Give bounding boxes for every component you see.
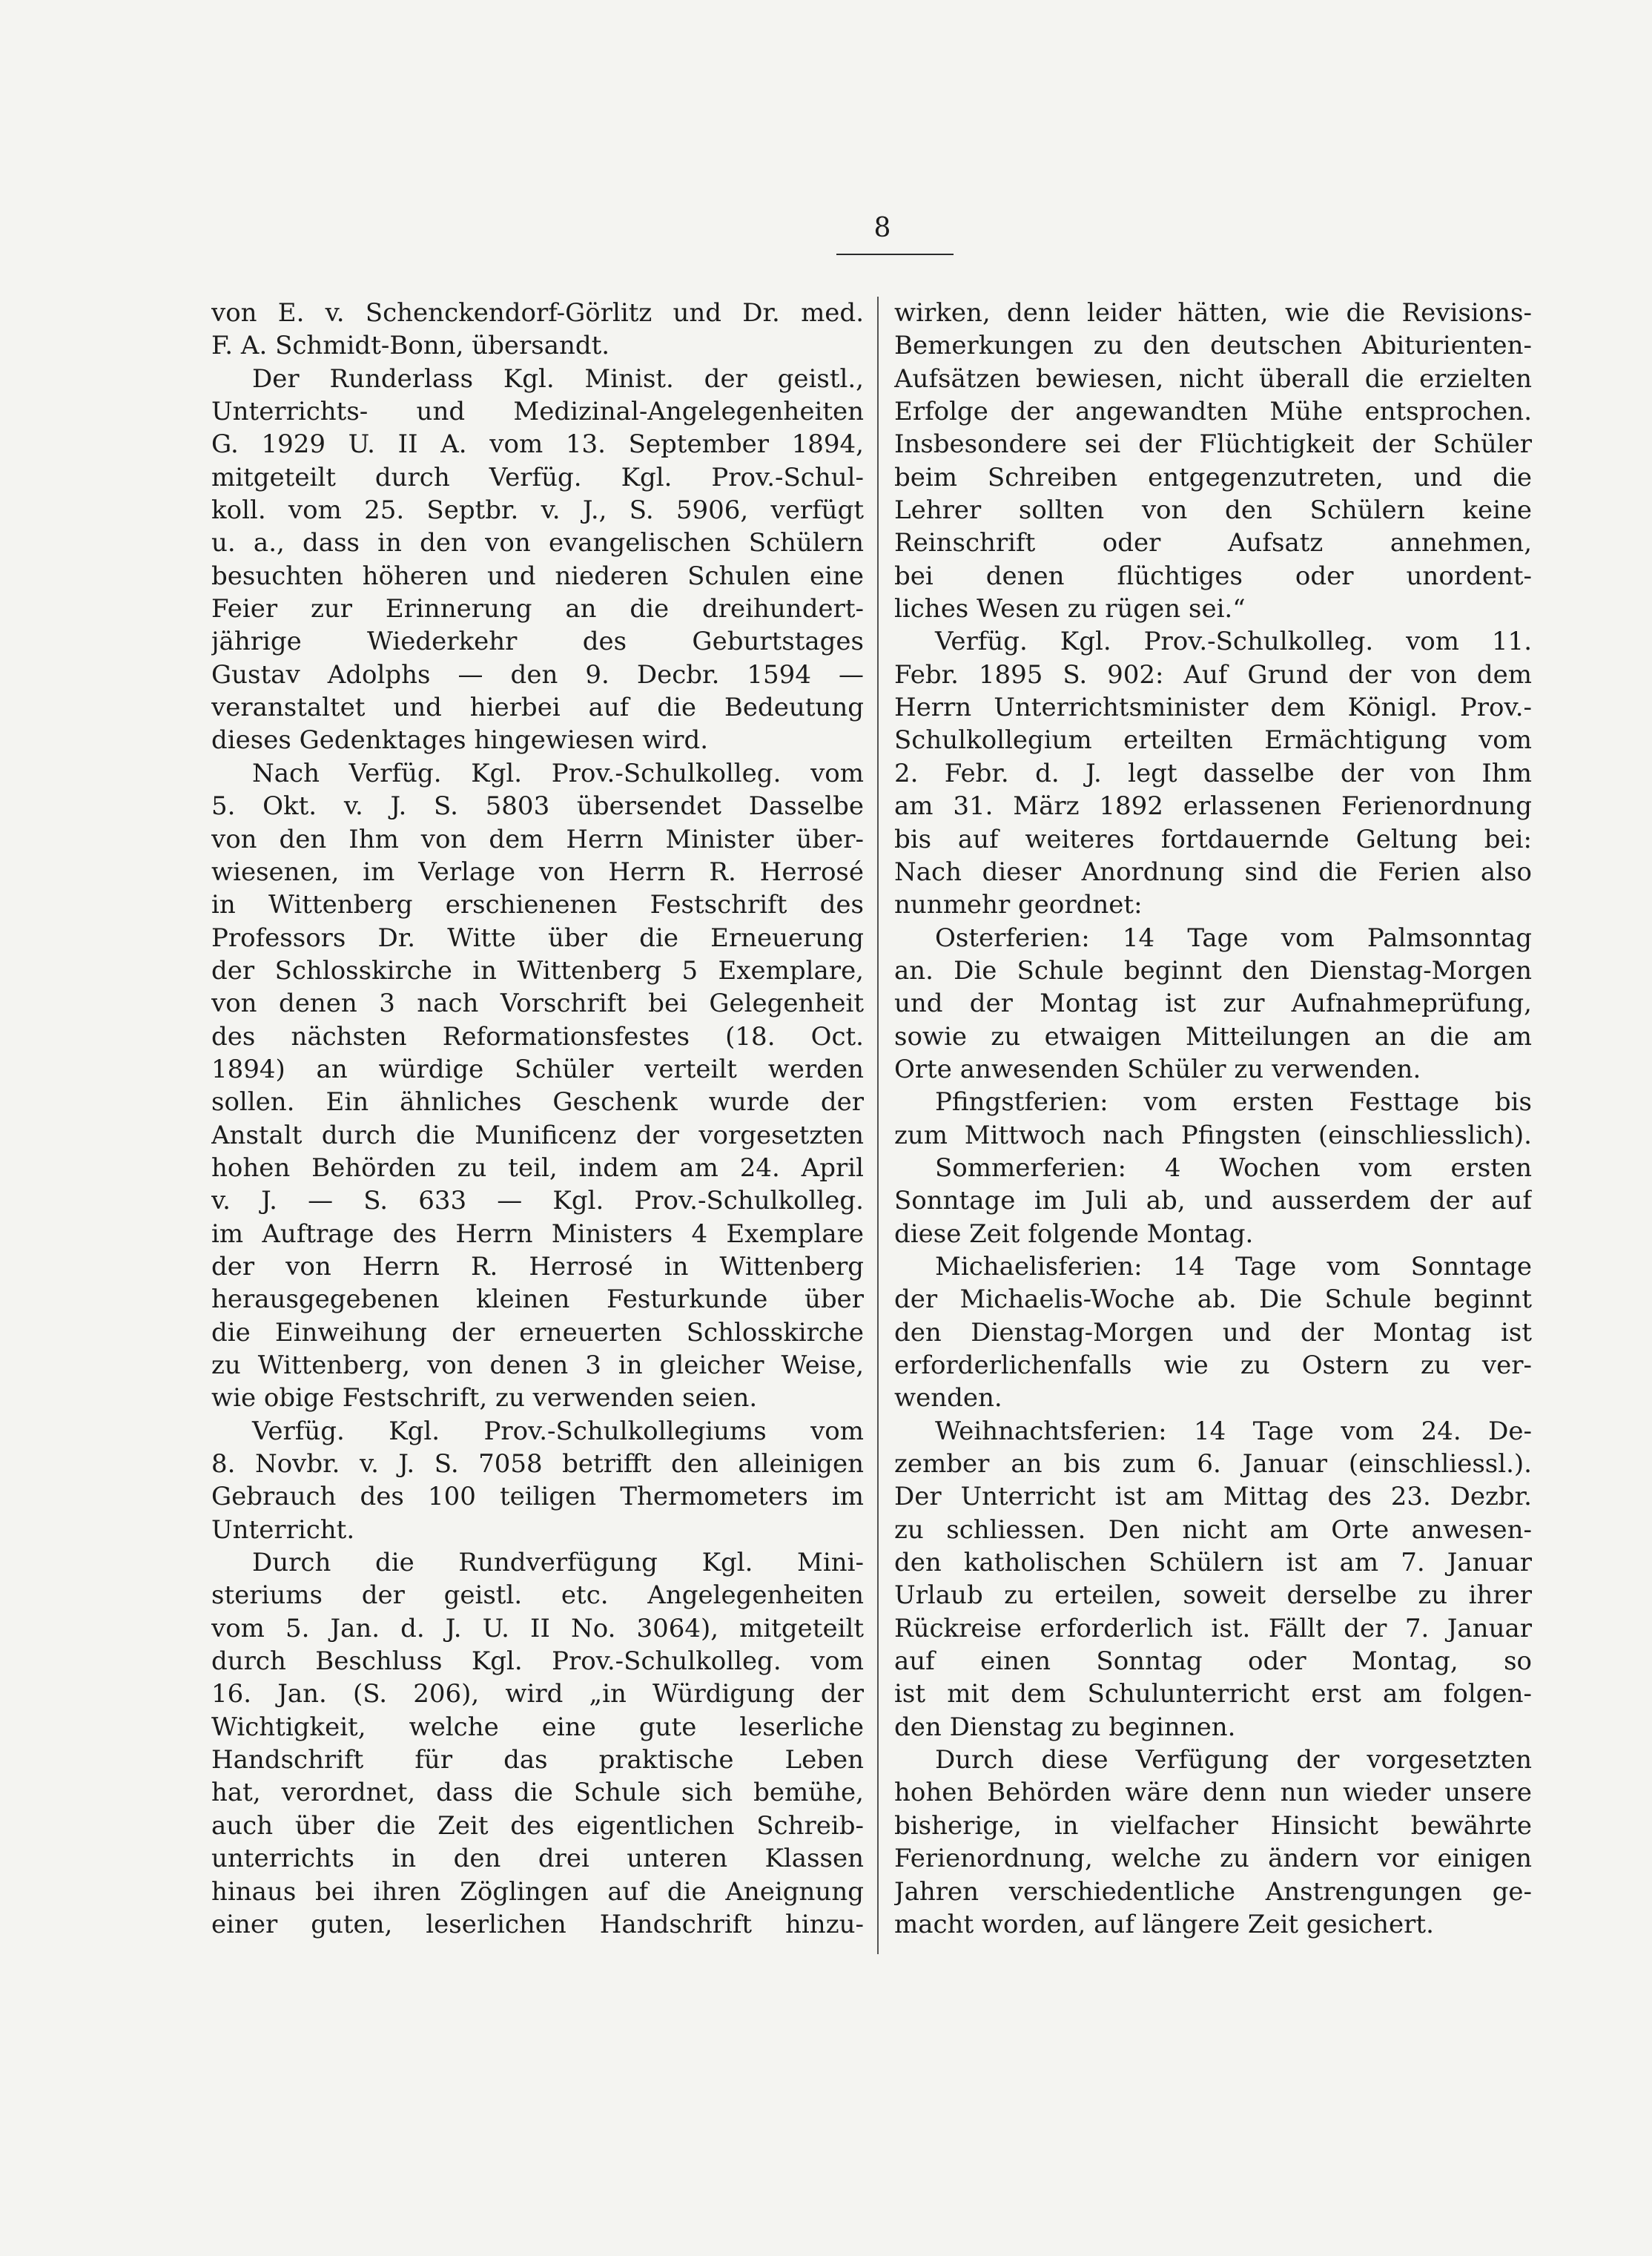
text-line: diese Zeit folgende Montag. [894, 1218, 1254, 1249]
text-line: beim Schreiben entgegenzutreten, und die [894, 462, 1532, 492]
text-line: 8. Novbr. v. J. S. 7058 betrifft den alleinigen [211, 1449, 864, 1480]
text-line: Michaelisferien: 14 Tage vom Sonntage [935, 1251, 1532, 1282]
text-line: jährige Wiederkehr des Geburtstages [211, 627, 864, 657]
text-line: 16. Jan. (S. 206), wird „in Würdigung der [211, 1679, 864, 1709]
text-line: der Schlosskirche in Wittenberg 5 Exemplare, [211, 955, 864, 986]
text-line: Unterrichts- und Medizinal-Angelegenheiten [211, 397, 864, 427]
text-line: Reinschrift oder Aufsatz annehmen, [894, 528, 1532, 558]
text-line: F. A. Schmidt-Bonn, übersandt. [211, 331, 610, 361]
text-line: Sonntage im Juli ab, und ausserdem der auf [894, 1186, 1532, 1216]
text-line: Sommerferien: 4 Wochen vom ersten [935, 1152, 1532, 1183]
right-column [894, 297, 1532, 1941]
text-line: Erfolge der angewandten Mühe entsprochen. [894, 397, 1532, 427]
text-line: wiesenen, im Verlage von Herrn R. Herrosé [211, 857, 864, 887]
text-line: unterrichts in den drei unteren Klassen [211, 1844, 864, 1874]
text-line: mitgeteilt durch Verfüg. Kgl. Prov.-Schul- [211, 462, 864, 492]
text-line: Schulkollegium erteilten Ermächtigung vom [894, 725, 1532, 756]
text-line: 2. Febr. d. J. legt dasselbe der von Ihm [894, 758, 1532, 788]
column-divider [877, 297, 879, 1954]
text-line: der Michaelis-Woche ab. Die Schule beginnt [894, 1284, 1532, 1315]
text-line: Gebrauch des 100 teiligen Thermometers im [211, 1482, 864, 1512]
text-line: ist mit dem Schulunterricht erst am folgen- [894, 1679, 1532, 1709]
text-line: Der Unterricht ist am Mittag des 23. Dezbr. [894, 1482, 1532, 1512]
text-line: Urlaub zu erteilen, soweit derselbe zu ihrer [894, 1580, 1532, 1611]
text-line: und der Montag ist zur Aufnahmeprüfung, [894, 989, 1532, 1019]
text-line: 5. Okt. v. J. S. 5803 übersendet Dasselbe [211, 791, 864, 822]
text-line: Unterricht. [211, 1514, 355, 1545]
text-line: koll. vom 25. Septbr. v. J., S. 5906, verfügt [211, 495, 864, 526]
text-line: zember an bis zum 6. Januar (einschliessl.). [894, 1449, 1532, 1480]
text-line: Herrn Unterrichtsminister dem Königl. Prov.- [894, 693, 1532, 723]
text-line: Professors Dr. Witte über die Erneuerung [211, 923, 864, 953]
text-line: zu Wittenberg, von denen 3 in gleicher Weise, [211, 1350, 864, 1380]
text-line: 1894) an würdige Schüler verteilt werden [211, 1054, 864, 1084]
text-line: der von Herrn R. Herrosé in Wittenberg [211, 1251, 864, 1282]
text-line: Pfingstferien: vom ersten Festtage bis [935, 1087, 1532, 1118]
text-line: besuchten höheren und niederen Schulen eine [211, 561, 864, 591]
text-line: veranstaltet und hierbei auf die Bedeutung [211, 693, 864, 723]
text-line: Lehrer sollten von den Schülern keine [894, 495, 1532, 526]
text-line: G. 1929 U. II A. vom 13. September 1894, [211, 429, 864, 460]
text-line: Rückreise erforderlich ist. Fällt der 7. Januar [894, 1613, 1532, 1643]
text-line: hinaus bei ihren Zöglingen auf die Aneignung [211, 1876, 864, 1907]
text-line: bisherige, in vielfacher Hinsicht bewährte [894, 1810, 1532, 1841]
text-line: Gustav Adolphs — den 9. Decbr. 1594 — [211, 659, 864, 690]
text-line: erforderlichenfalls wie zu Ostern zu ver- [894, 1350, 1532, 1380]
text-line: u. a., dass in den von evangelischen Schülern [211, 528, 864, 558]
text-line: Feier zur Erinnerung an die dreihundert- [211, 594, 864, 624]
text-line: durch Beschluss Kgl. Prov.-Schulkolleg. vom [211, 1646, 864, 1677]
text-line: Febr. 1895 S. 902: Auf Grund der von dem [894, 659, 1532, 690]
left-column [211, 297, 864, 1941]
text-line: des nächsten Reformationsfestes (18. Oct. [211, 1021, 864, 1052]
text-line: am 31. März 1892 erlassenen Ferienordnung [894, 791, 1532, 822]
text-line: nunmehr geordnet: [894, 890, 1143, 920]
text-line: in Wittenberg erschienenen Festschrift des [211, 890, 864, 920]
text-line: den Dienstag-Morgen und der Montag ist [894, 1317, 1532, 1348]
text-line: dieses Gedenktages hingewiesen wird. [211, 725, 709, 756]
text-line: von E. v. Schenckendorf-Görlitz und Dr. med. [211, 298, 864, 328]
text-line: sowie zu etwaigen Mitteilungen an die am [894, 1021, 1532, 1052]
text-line: im Auftrage des Herrn Ministers 4 Exemplare [211, 1218, 864, 1249]
page-number-rule [836, 254, 954, 255]
text-line: liches Wesen zu rügen sei.“ [894, 594, 1246, 624]
text-line: bei denen flüchtiges oder unordent- [894, 561, 1532, 591]
text-line: zum Mittwoch nach Pfingsten (einschliesslich). [894, 1120, 1532, 1150]
text-line: zu schliessen. Den nicht am Orte anwesen- [894, 1514, 1532, 1545]
text-line: hohen Behörden wäre denn nun wieder unsere [894, 1778, 1532, 1808]
text-line: Ferienordnung, welche zu ändern vor einigen [894, 1844, 1532, 1874]
page-number: 8 [873, 213, 891, 243]
text-line: Nach Verfüg. Kgl. Prov.-Schulkolleg. vom [252, 758, 864, 788]
text-line: steriums der geistl. etc. Angelegenheiten [211, 1580, 864, 1611]
text-line: Weihnachtsferien: 14 Tage vom 24. De- [935, 1416, 1532, 1446]
text-line: v. J. — S. 633 — Kgl. Prov.-Schulkolleg. [211, 1186, 864, 1216]
text-line: hohen Behörden zu teil, indem am 24. April [211, 1152, 864, 1183]
text-line: Verfüg. Kgl. Prov.-Schulkolleg. vom 11. [935, 627, 1532, 657]
text-line: hat, verordnet, dass die Schule sich bemühe, [211, 1778, 864, 1808]
text-line: Durch die Rundverfügung Kgl. Mini- [252, 1548, 864, 1578]
text-line: sollen. Ein ähnliches Geschenk wurde der [211, 1087, 864, 1118]
text-line: Nach dieser Anordnung sind die Ferien also [894, 857, 1532, 887]
text-line: Insbesondere sei der Flüchtigkeit der Schüler [894, 429, 1532, 460]
text-line: Durch diese Verfügung der vorgesetzten [935, 1745, 1532, 1775]
text-line: Der Runderlass Kgl. Minist. der geistl., [252, 363, 864, 394]
text-line: Handschrift für das praktische Leben [211, 1745, 864, 1775]
text-line: wirken, denn leider hätten, wie die Revisions- [894, 298, 1532, 328]
text-line: Orte anwesenden Schüler zu verwenden. [894, 1054, 1421, 1084]
text-line: die Einweihung der erneuerten Schlosskirche [211, 1317, 864, 1348]
text-line: vom 5. Jan. d. J. U. II No. 3064), mitgeteilt [211, 1613, 864, 1643]
text-line: Jahren verschiedentliche Anstrengungen ge- [894, 1876, 1532, 1907]
text-line: Anstalt durch die Munificenz der vorgesetzten [211, 1120, 864, 1150]
text-line: Bemerkungen zu den deutschen Abiturienten- [894, 331, 1532, 361]
text-line: macht worden, auf längere Zeit gesichert. [894, 1909, 1434, 1939]
text-line: den katholischen Schülern ist am 7. Januar [894, 1548, 1532, 1578]
text-line: wenden. [894, 1383, 1002, 1414]
text-line: auch über die Zeit des eigentlichen Schreib- [211, 1810, 864, 1841]
text-line: von den Ihm von dem Herrn Minister über- [211, 824, 864, 854]
text-line: einer guten, leserlichen Handschrift hinzu- [211, 1909, 864, 1939]
text-line: wie obige Festschrift, zu verwenden seien. [211, 1383, 758, 1414]
text-line: Aufsätzen bewiesen, nicht überall die erzielten [894, 363, 1532, 394]
text-line: auf einen Sonntag oder Montag, so [894, 1646, 1532, 1677]
text-line: von denen 3 nach Vorschrift bei Gelegenheit [211, 989, 864, 1019]
text-line: den Dienstag zu beginnen. [894, 1712, 1236, 1742]
text-line: an. Die Schule beginnt den Dienstag-Morgen [894, 955, 1532, 986]
text-line: Wichtigkeit, welche eine gute leserliche [211, 1712, 864, 1742]
text-line: Osterferien: 14 Tage vom Palmsonntag [935, 923, 1532, 953]
text-line: Verfüg. Kgl. Prov.-Schulkollegiums vom [252, 1416, 864, 1446]
text-line: bis auf weiteres fortdauernde Geltung bei: [894, 824, 1532, 854]
text-line: herausgegebenen kleinen Festurkunde über [211, 1284, 864, 1315]
